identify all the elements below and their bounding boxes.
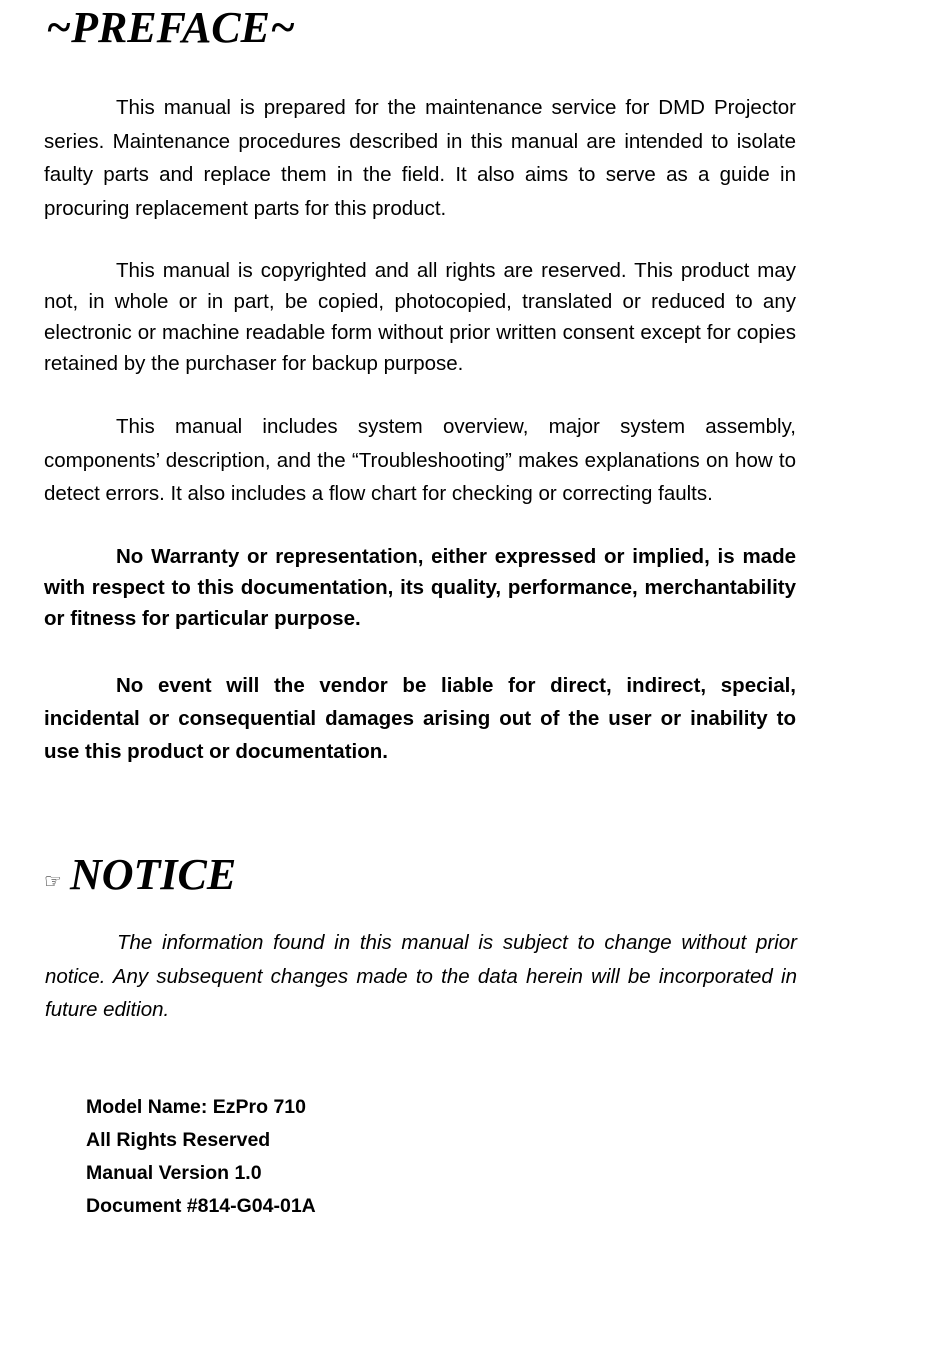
notice-heading [44, 850, 236, 906]
model-name: Model Name: EzPro 710 [86, 1096, 306, 1118]
document-number: Document #814-G04-01A [86, 1195, 316, 1217]
preface-heading: ~PREFACE~ [46, 3, 296, 52]
preface-paragraph-purpose: This manual is prepared for the maintenance service for DMD Projector series. Maintenance procedures described in this manual are intended to isolate faulty parts and replace them in the field. It also aims to serve as a guide in procuring replacement parts for this product. [44, 96, 796, 220]
preface-paragraph-copyright: This manual is copyrighted and all rights are reserved. This product may not, in whole or in part, be copied, photocopied, translated or reduced to any electronic or machine readable form without prior written consent except for copies retained by the purchaser for backup purpose. [44, 259, 796, 375]
preface-paragraph-warranty: No Warranty or representation, either expressed or implied, is made with respect to this documentation, its quality, performance, merchantability or fitness for particular purpose. [44, 545, 796, 630]
preface-paragraph-liability: No event will the vendor be liable for direct, indirect, special, incidental or consequential damages arising out of the user or inability to use this product or documentation. [44, 674, 796, 763]
manual-version: Manual Version 1.0 [86, 1162, 262, 1184]
notice-title: NOTICE [70, 850, 237, 899]
hand-pointer-icon: ☞ [44, 869, 62, 893]
document-info-list [86, 1091, 316, 1223]
rights-statement: All Rights Reserved [86, 1129, 271, 1151]
notice-paragraph: The information found in this manual is subject to change without prior notice. Any subsequent changes made to the data herein will be incorporated in future edition. [45, 931, 797, 1021]
preface-paragraph-contents: This manual includes system overview, major system assembly, components’ description, and the “Troubleshooting” makes explanations on how to detect errors. It also includes a flow chart for checking or correcting faults. [44, 415, 796, 505]
